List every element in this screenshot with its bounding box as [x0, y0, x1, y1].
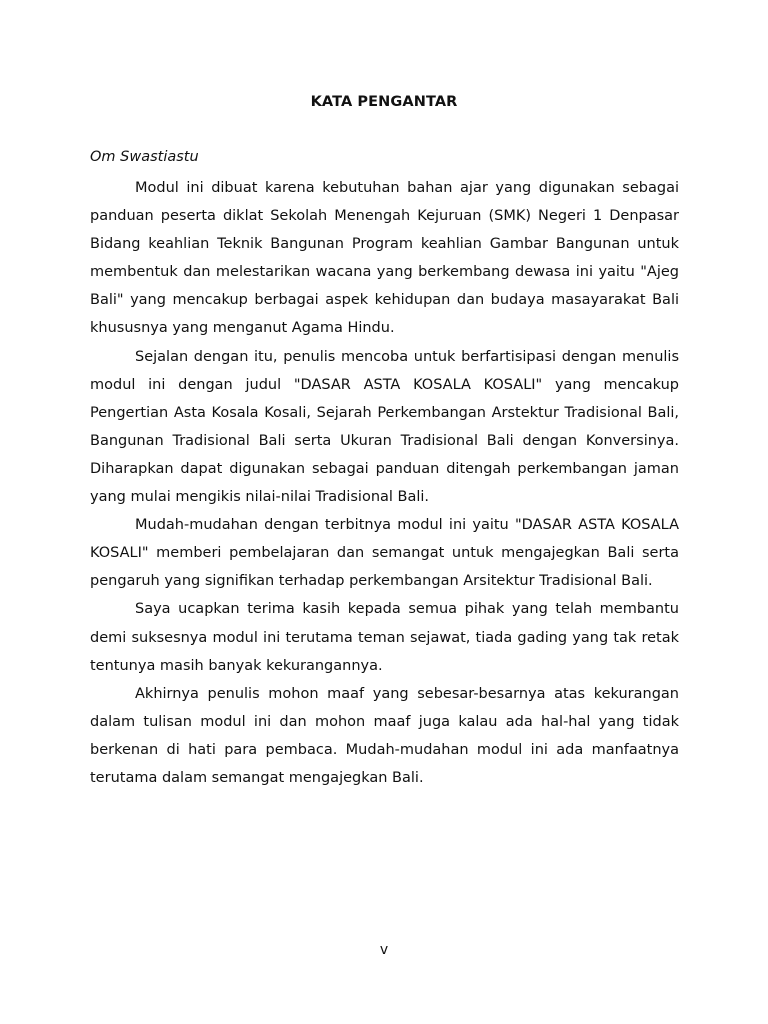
paragraph: Sejalan dengan itu, penulis mencoba untuk berfartisipasi dengan menulis modul ini dengan judul "DASAR ASTA KOSALA KOSALI" yang mencakup Pengertian Asta Kosala Kosali, Sejarah Perkembangan Arstektur Tradisional Bali, Bangunan Tradisional Bali serta Ukuran Tradisional Bali dengan Konversinya. Diharapkan dapat digunakan sebagai panduan ditengah perkembangan jaman yang mulai mengikis nilai-nilai Tradisional Bali. — [90, 348, 679, 506]
paragraph: Akhirnya penulis mohon maaf yang sebesar-besarnya atas kekurangan dalam tulisan modul ini dan mohon maaf juga kalau ada hal-hal yang tidak berkenan di hati para pembaca. Mudah-mudahan modul ini ada manfaatnya terutama dalam semangat mengajegkan Bali. — [90, 685, 679, 786]
body-text — [90, 174, 679, 792]
paragraph: Modul ini dibuat karena kebutuhan bahan ajar yang digunakan sebagai panduan peserta diklat Sekolah Menengah Kejuruan (SMK) Negeri 1 Denpasar Bidang keahlian Teknik Bangunan Program keahlian Gambar Bangunan untuk membentuk dan melestarikan wacana yang berkembang dewasa ini yaitu "Ajeg Bali" yang mencakup berbagai aspek kehidupan dan budaya masayarakat Bali khususnya yang menganut Agama Hindu. — [90, 180, 679, 337]
page-number: v — [379, 942, 389, 958]
salutation: Om Swastiastu — [90, 149, 199, 165]
paragraph: Mudah-mudahan dengan terbitnya modul ini yaitu "DASAR ASTA KOSALA KOSALI" memberi pembelajaran dan semangat untuk mengajegkan Bali serta pengaruh yang signifikan terhadap perkembangan Arsitektur Tradisional Bali. — [90, 517, 679, 590]
paragraph: Saya ucapkan terima kasih kepada semua pihak yang telah membantu demi suksesnya modul ini terutama teman sejawat, tiada gading yang tak retak tentunya masih banyak kekurangannya. — [90, 601, 679, 674]
page-title: KATA PENGANTAR — [310, 94, 458, 110]
